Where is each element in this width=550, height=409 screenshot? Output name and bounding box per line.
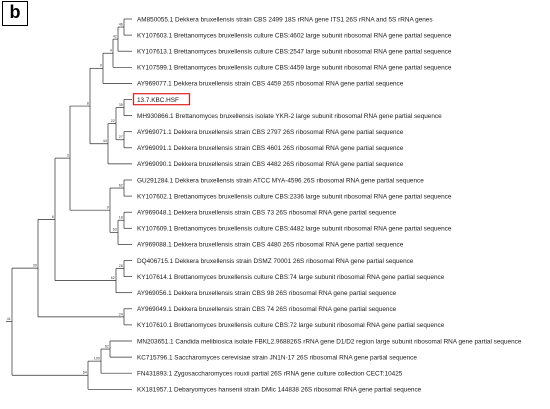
bootstrap-value: 9	[99, 63, 102, 68]
taxon-label: KC715796.1 Saccharomyces cerevisiae strain JN1N-17 26S ribosomal RNA gene partial sequence	[137, 354, 417, 362]
bootstrap-value: 100	[93, 356, 100, 361]
taxon-label: AY969056.1 Dekkera bruxellensis strain CBS 98 26S ribosomal RNA gene partial sequence	[137, 290, 397, 297]
taxon-label: KY107614.1 Brettanomyces bruxellensis culture CBS:74 large subunit ribosomal RNA gene partial sequence	[137, 273, 445, 281]
bootstrap-value: 28	[118, 263, 123, 268]
query-sample-label: 13.7.KBC.HSF	[137, 96, 179, 104]
bootstrap-value: 42	[112, 34, 117, 39]
taxon-label: GU291284.1 Dekkera bruxellensis strain ATCC MYA-4596 26S ribosomal RNA gene partial sequence	[137, 177, 424, 185]
bootstrap-value: 46	[118, 22, 123, 27]
taxon-label: MN203651.1 Candida melibiosica isolate FBKL2.968826S rRNA gene D1/D2 region large subunit ribosomal RNA gene partial sequence	[137, 338, 522, 346]
taxon-label: KY107603.1 Brettanomyces bruxellensis culture CBS:4602 large subunit ribosomal RNA gene partial sequence	[137, 32, 452, 40]
bootstrap-value: 63	[112, 227, 117, 232]
bootstrap-value: 62	[110, 276, 115, 281]
bootstrap-value: 62	[118, 183, 123, 188]
panel-label: b	[2, 1, 28, 26]
taxon-label: KY107609.1 Brettanomyces bruxellensis culture CBS:4482 large subunit ribosomal RNA gene partial sequence	[137, 225, 452, 233]
taxon-label: AY969088.1 Dekkera bruxellensis strain CBS 4480 26S ribosomal RNA gene partial sequence	[137, 241, 404, 249]
bootstrap-value: 41	[6, 317, 11, 322]
bootstrap-value: 44	[102, 139, 107, 144]
taxon-label: KY107613.1 Brettanomyces bruxellensis culture CBS:2547 large subunit ribosomal RNA gene partial sequence	[137, 48, 452, 56]
taxon-label: DQ406715.1 Dekkera bruxellensis strain DSMZ 70001 26S ribosomal RNA gene partial sequence	[137, 257, 414, 265]
taxon-label: AY969049.1 Dekkera bruxellensis strain CBS 74 26S ribosomal RNA gene partial sequence	[137, 306, 397, 314]
taxon-label: AY969048.1 Dekkera bruxellensis strain CBS 73 26S ribosomal RNA gene partial sequence	[137, 209, 397, 217]
taxon-label: AY969090.1 Dekkera bruxellensis strain CBS 4482 26S ribosomal RNA gene partial sequence	[137, 161, 404, 169]
bootstrap-value: 62	[104, 344, 109, 349]
taxon-label: KY107610.1 Brettanomyces bruxellensis culture CBS:72 large subunit ribosomal RNA gene partial sequence	[137, 322, 445, 330]
bootstrap-value: 9	[106, 205, 109, 210]
taxon-label: AY969091.1 Dekkera bruxellensis strain CBS 4601 26S ribosomal RNA gene partial sequence	[137, 145, 404, 153]
bootstrap-value: 64	[82, 370, 87, 375]
bootstrap-value: 18	[118, 215, 123, 220]
taxon-label: AY969071.1 Dekkera bruxellensis strain CBS 2797 26S ribosomal RNA gene partial sequence	[137, 129, 404, 136]
taxon-label: KY107599.1 Brettanomyces bruxellensis culture CBS:4459 large subunit ribosomal RNA gene partial sequence	[137, 64, 452, 72]
taxon-label: KX181957.1 Debaryomyces hansenii strain DMic 144838 26S ribosomal RNA gene partial sequence	[137, 386, 422, 394]
bootstrap-value: 6	[51, 214, 54, 219]
bootstrap-value: 39	[32, 263, 37, 268]
taxon-label: MH930866.1 Brettanomyces bruxellensis isolate YKR-2 large subunit ribosomal RNA gene partial sequence	[137, 112, 442, 120]
bootstrap-value: 27	[118, 135, 123, 140]
bootstrap-value: 3	[66, 153, 69, 158]
bootstrap-value: 22	[110, 119, 115, 124]
bootstrap-value: 24	[118, 312, 123, 317]
taxon-label: AM850055.1 Dekkera bruxellensis strain CBS 2499 18S rRNA gene ITS1 26S rRNA and 5S rRNA genes	[137, 16, 433, 24]
bootstrap-value: 4	[109, 48, 112, 53]
taxon-label: AY969077.1 Dekkera bruxellensis strain CBS 4459 26S ribosomal RNA gene partial sequence	[137, 80, 404, 88]
bootstrap-value: 35	[118, 102, 123, 107]
bootstrap-value: 8	[86, 101, 89, 106]
taxon-label: KY107602.1 Brettanomyces bruxellensis culture CBS:2336 large subunit ribosomal RNA gene partial sequence	[137, 193, 452, 201]
taxon-label: FN431893.1 Zygosaccharomyces rouxii partial 26S rRNA gene culture collection CECT:10425	[137, 370, 403, 378]
